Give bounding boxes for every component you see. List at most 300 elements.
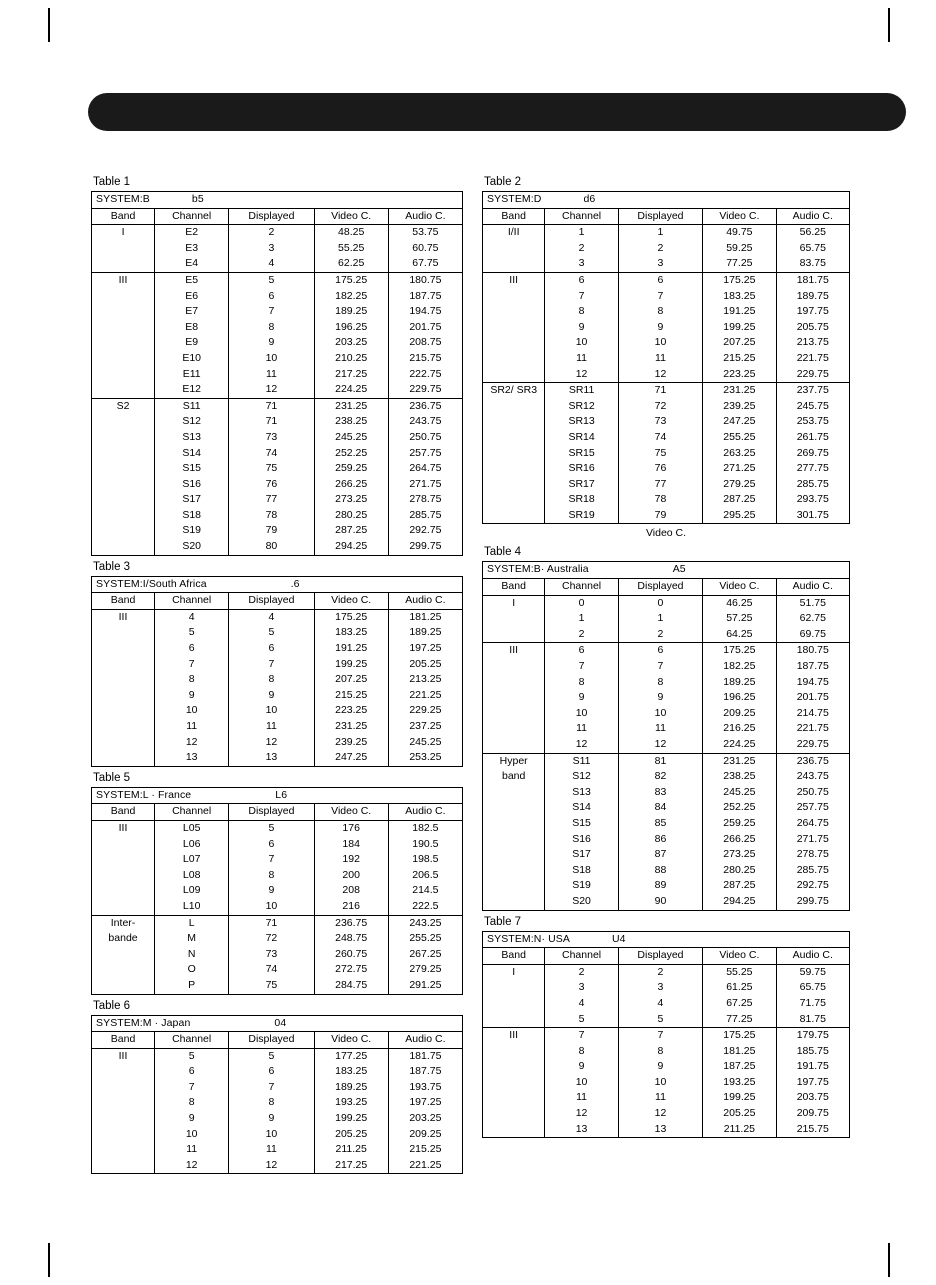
data-cell: 197.75 (776, 1075, 849, 1091)
table-row (483, 446, 850, 462)
data-cell: 189.25 (314, 1080, 388, 1096)
data-cell: 12 (229, 735, 314, 751)
data-cell: 191.75 (776, 1059, 849, 1075)
table-row (483, 659, 850, 675)
system-code: A5 (672, 563, 686, 576)
data-cell: S14 (155, 446, 229, 462)
band-cell: Hyper (483, 753, 545, 769)
column-header: Channel (545, 948, 618, 965)
data-cell: 10 (545, 706, 618, 722)
data-cell: 229.75 (776, 737, 849, 753)
data-cell: 250.75 (776, 785, 849, 801)
data-cell: 64.25 (703, 627, 776, 643)
data-cell: 2 (229, 225, 314, 241)
data-cell: 216 (314, 899, 388, 915)
band-cell (92, 1111, 155, 1127)
system-code: U4 (611, 932, 626, 945)
band-cell (92, 899, 155, 915)
data-cell: 181.75 (388, 1048, 462, 1064)
band-cell: I (483, 595, 545, 611)
data-cell: 215.25 (388, 1142, 462, 1158)
column-header: Band (92, 1032, 155, 1049)
data-cell: 206.5 (388, 868, 462, 884)
band-cell (483, 800, 545, 816)
data-cell: 71 (618, 383, 702, 399)
data-cell: 77.25 (703, 1012, 776, 1028)
data-cell: 10 (229, 703, 314, 719)
data-cell: 2 (545, 241, 618, 257)
data-cell: 11 (155, 1142, 229, 1158)
band-cell (483, 832, 545, 848)
data-cell: 9 (229, 335, 314, 351)
data-cell: 12 (155, 735, 229, 751)
table-row (92, 1080, 463, 1096)
data-cell: 271.75 (388, 477, 462, 493)
band-cell (92, 750, 155, 766)
data-cell: 229.75 (388, 382, 462, 398)
data-cell: 7 (229, 1080, 314, 1096)
column-header: Video C. (314, 804, 388, 821)
data-cell: 217.25 (314, 367, 388, 383)
data-cell: 73 (229, 947, 314, 963)
band-cell: I (483, 964, 545, 980)
system-code: 04 (274, 1016, 287, 1029)
band-cell (92, 523, 155, 539)
data-cell: 236.75 (388, 398, 462, 414)
band-cell (92, 735, 155, 751)
data-cell: 176 (314, 820, 388, 836)
data-cell: 231.25 (314, 398, 388, 414)
band-cell: III (483, 1028, 545, 1044)
data-cell: 60.75 (388, 241, 462, 257)
data-cell: 1 (618, 611, 702, 627)
data-cell: N (155, 947, 229, 963)
data-cell: 245.25 (314, 430, 388, 446)
data-cell: 4 (545, 996, 618, 1012)
data-cell: 200 (314, 868, 388, 884)
data-cell: L10 (155, 899, 229, 915)
data-cell: SR16 (545, 461, 618, 477)
data-cell: S18 (155, 508, 229, 524)
data-cell: E8 (155, 320, 229, 336)
table-row (483, 643, 850, 659)
frequency-table (91, 787, 463, 995)
band-cell (483, 785, 545, 801)
data-cell: SR19 (545, 508, 618, 524)
data-cell: 73 (618, 414, 702, 430)
data-cell: 259.25 (703, 816, 776, 832)
band-cell (483, 320, 545, 336)
crop-mark-bottom-right (888, 1243, 890, 1277)
data-cell: 9 (155, 688, 229, 704)
table-row (92, 750, 463, 766)
data-cell: 9 (545, 1059, 618, 1075)
data-cell: 12 (545, 367, 618, 383)
table-row (483, 304, 850, 320)
data-cell: 4 (229, 256, 314, 272)
band-cell (92, 461, 155, 477)
data-cell: 208 (314, 883, 388, 899)
band-cell (483, 1122, 545, 1138)
data-cell: 7 (618, 659, 702, 675)
band-cell (483, 1106, 545, 1122)
data-cell: 10 (155, 703, 229, 719)
system-label: SYSTEM:M · Japan (96, 1016, 191, 1029)
table-row (483, 832, 850, 848)
data-cell: 6 (229, 837, 314, 853)
data-cell: 51.75 (776, 595, 849, 611)
band-cell: S2 (92, 398, 155, 414)
band-cell (483, 690, 545, 706)
system-label: SYSTEM:N· USA (487, 932, 570, 945)
table-row (92, 868, 463, 884)
data-cell: 11 (229, 719, 314, 735)
data-cell: 7 (545, 289, 618, 305)
band-cell: bande (92, 931, 155, 947)
data-cell: 257.75 (776, 800, 849, 816)
data-cell: 205.25 (314, 1127, 388, 1143)
data-cell: S15 (155, 461, 229, 477)
column-header: Band (483, 208, 545, 225)
band-cell (483, 737, 545, 753)
data-cell: 187.25 (703, 1059, 776, 1075)
data-cell: 221.75 (776, 351, 849, 367)
data-cell: 191.25 (314, 641, 388, 657)
data-cell: 56.25 (776, 225, 849, 241)
table-row (92, 446, 463, 462)
column-header: Channel (545, 579, 618, 596)
table-row (483, 878, 850, 894)
data-cell: 183.25 (703, 289, 776, 305)
table-row (483, 225, 850, 241)
table-row (483, 996, 850, 1012)
band-cell (92, 657, 155, 673)
data-cell: 215.25 (314, 688, 388, 704)
band-cell: Inter- (92, 915, 155, 931)
data-cell: 5 (155, 1048, 229, 1064)
band-cell (92, 1064, 155, 1080)
data-cell: 238.25 (314, 414, 388, 430)
frequency-table (91, 576, 463, 767)
data-cell: 7 (229, 852, 314, 868)
data-cell: 79 (618, 508, 702, 524)
data-cell: 182.5 (388, 820, 462, 836)
band-cell (92, 1080, 155, 1096)
data-cell: 89 (618, 878, 702, 894)
data-cell: 294.25 (703, 894, 776, 910)
table-row (92, 367, 463, 383)
data-cell: 8 (618, 1044, 702, 1060)
data-cell: 264.75 (388, 461, 462, 477)
band-cell (483, 430, 545, 446)
data-cell: 280.25 (703, 863, 776, 879)
data-cell: E11 (155, 367, 229, 383)
column-header: Audio C. (776, 208, 849, 225)
data-cell: 10 (618, 706, 702, 722)
data-cell: 83.75 (776, 256, 849, 272)
data-cell: SR17 (545, 477, 618, 493)
data-cell: 77 (229, 492, 314, 508)
data-cell: 193.25 (314, 1095, 388, 1111)
data-cell: 211.25 (314, 1142, 388, 1158)
table-row (92, 883, 463, 899)
data-cell: 13 (545, 1122, 618, 1138)
data-cell: 10 (545, 1075, 618, 1091)
data-cell: 196.25 (314, 320, 388, 336)
data-cell: 243.75 (776, 769, 849, 785)
data-cell: 193.25 (703, 1075, 776, 1091)
band-cell (92, 367, 155, 383)
data-cell: 10 (155, 1127, 229, 1143)
data-cell: SR15 (545, 446, 618, 462)
band-cell (92, 962, 155, 978)
column-header: Channel (155, 1032, 229, 1049)
band-cell (483, 367, 545, 383)
data-cell: 77 (618, 477, 702, 493)
table-row (92, 931, 463, 947)
table-row (92, 492, 463, 508)
data-cell: 49.75 (703, 225, 776, 241)
data-cell: S16 (155, 477, 229, 493)
data-cell: 295.25 (703, 508, 776, 524)
data-cell: SR18 (545, 492, 618, 508)
column-header: Audio C. (776, 948, 849, 965)
column-header: Displayed (229, 1032, 314, 1049)
table-row (483, 477, 850, 493)
data-cell: 12 (618, 1106, 702, 1122)
table-row (483, 753, 850, 769)
data-cell: 236.75 (776, 753, 849, 769)
band-cell: III (92, 609, 155, 625)
table-row (483, 241, 850, 257)
table-row (483, 675, 850, 691)
data-cell: 10 (229, 351, 314, 367)
data-cell: 183.25 (314, 1064, 388, 1080)
data-cell: 205.25 (388, 657, 462, 673)
band-cell (92, 625, 155, 641)
table-row (483, 690, 850, 706)
band-cell: SR2/ SR3 (483, 383, 545, 399)
table-row (92, 351, 463, 367)
data-cell: 46.25 (703, 595, 776, 611)
column-header: Channel (155, 208, 229, 225)
band-cell: I (92, 225, 155, 241)
data-cell: 253.25 (388, 750, 462, 766)
band-cell: III (92, 1048, 155, 1064)
data-cell: S12 (155, 414, 229, 430)
table-row (483, 492, 850, 508)
table-row (92, 539, 463, 555)
data-cell: 5 (618, 1012, 702, 1028)
column-header: Audio C. (388, 1032, 462, 1049)
header-banner (88, 93, 906, 131)
data-cell: SR14 (545, 430, 618, 446)
table-row (92, 1127, 463, 1143)
table-row (483, 706, 850, 722)
data-cell: 5 (155, 625, 229, 641)
data-cell: 6 (155, 1064, 229, 1080)
band-cell (92, 477, 155, 493)
data-cell: E3 (155, 241, 229, 257)
data-cell: 9 (229, 1111, 314, 1127)
system-label: SYSTEM:D (487, 193, 542, 205)
data-cell: 2 (618, 964, 702, 980)
data-cell: 223.25 (314, 703, 388, 719)
data-cell: 9 (545, 690, 618, 706)
data-cell: 229.25 (388, 703, 462, 719)
band-cell (483, 508, 545, 524)
data-cell: S15 (545, 816, 618, 832)
data-cell: 3 (618, 256, 702, 272)
data-cell: 8 (618, 675, 702, 691)
data-cell: 11 (545, 1090, 618, 1106)
data-cell: 301.75 (776, 508, 849, 524)
table-row (483, 964, 850, 980)
data-cell: 207.25 (314, 672, 388, 688)
data-cell: 221.75 (776, 721, 849, 737)
band-cell (92, 688, 155, 704)
column-header: Displayed (229, 593, 314, 610)
table-row (92, 382, 463, 398)
data-cell: S13 (545, 785, 618, 801)
data-cell: 253.75 (776, 414, 849, 430)
table-row (92, 915, 463, 931)
data-cell: 82 (618, 769, 702, 785)
data-cell: 4 (155, 609, 229, 625)
data-cell: 7 (618, 1028, 702, 1044)
data-cell: 3 (545, 980, 618, 996)
data-cell: 5 (229, 1048, 314, 1064)
table-row (483, 1028, 850, 1044)
band-cell (92, 351, 155, 367)
table-caption: Table 7 (484, 915, 522, 928)
column-header: Video C. (314, 208, 388, 225)
system-label: SYSTEM:L · France (96, 788, 192, 801)
data-cell: 175.25 (703, 272, 776, 288)
data-cell: 266.25 (314, 477, 388, 493)
table-row (92, 304, 463, 320)
data-cell: 237.25 (388, 719, 462, 735)
band-cell (92, 837, 155, 853)
data-cell: 71 (229, 414, 314, 430)
table-row (483, 611, 850, 627)
data-cell: 291.25 (388, 978, 462, 994)
table-row (92, 672, 463, 688)
data-cell: 86 (618, 832, 702, 848)
data-cell: 8 (229, 672, 314, 688)
data-cell: 213.75 (776, 335, 849, 351)
table-row (483, 721, 850, 737)
data-cell: 279.25 (388, 962, 462, 978)
table-row (92, 225, 463, 241)
column-header: Audio C. (388, 208, 462, 225)
data-cell: S20 (155, 539, 229, 555)
data-cell: 11 (545, 351, 618, 367)
band-cell (483, 304, 545, 320)
table-row (483, 1106, 850, 1122)
data-cell: 215.75 (776, 1122, 849, 1138)
column-header: Displayed (618, 948, 702, 965)
data-cell: 9 (229, 883, 314, 899)
data-cell: 231.25 (703, 383, 776, 399)
data-cell: 194.75 (776, 675, 849, 691)
data-cell: 81.75 (776, 1012, 849, 1028)
data-cell: 8 (229, 320, 314, 336)
data-cell: 222.5 (388, 899, 462, 915)
column-header: Channel (545, 208, 618, 225)
band-cell (483, 996, 545, 1012)
column-header: Channel (155, 804, 229, 821)
data-cell: 263.25 (703, 446, 776, 462)
data-cell: 285.75 (776, 477, 849, 493)
column-header: Video C. (703, 208, 776, 225)
data-cell: 221.25 (388, 688, 462, 704)
data-cell: 65.75 (776, 241, 849, 257)
data-cell: 6 (229, 641, 314, 657)
data-cell: S16 (545, 832, 618, 848)
band-cell (92, 320, 155, 336)
data-cell: 59.25 (703, 241, 776, 257)
data-cell: 11 (618, 351, 702, 367)
data-cell: 4 (618, 996, 702, 1012)
column-header: Channel (155, 593, 229, 610)
band-cell: III (92, 820, 155, 836)
band-cell (483, 492, 545, 508)
table-row (483, 1122, 850, 1138)
band-cell (92, 1095, 155, 1111)
band-cell (92, 852, 155, 868)
data-cell: 191.25 (703, 304, 776, 320)
column-header: Video C. (703, 948, 776, 965)
band-cell: band (483, 769, 545, 785)
data-cell: 12 (229, 1158, 314, 1174)
data-cell: 261.75 (776, 430, 849, 446)
column-header: Band (483, 579, 545, 596)
data-cell: 273.25 (314, 492, 388, 508)
data-cell: 65.75 (776, 980, 849, 996)
data-cell: 199.25 (314, 1111, 388, 1127)
data-cell: 273.25 (703, 847, 776, 863)
data-cell: 9 (618, 1059, 702, 1075)
data-cell: L09 (155, 883, 229, 899)
data-cell: 72 (229, 931, 314, 947)
data-cell: 197.25 (388, 1095, 462, 1111)
data-cell: 10 (618, 1075, 702, 1091)
data-cell: 12 (229, 382, 314, 398)
band-cell (483, 399, 545, 415)
system-header-cell (92, 192, 463, 209)
table-row (92, 523, 463, 539)
data-cell: 84 (618, 800, 702, 816)
data-cell: 184 (314, 837, 388, 853)
data-cell: 9 (618, 690, 702, 706)
data-cell: 216.25 (703, 721, 776, 737)
column-header: Displayed (229, 208, 314, 225)
data-cell: 183.25 (314, 625, 388, 641)
data-cell: 7 (545, 659, 618, 675)
data-cell: 236.75 (314, 915, 388, 931)
data-cell: 73 (229, 430, 314, 446)
data-cell: 59.75 (776, 964, 849, 980)
data-cell: 75 (229, 461, 314, 477)
data-cell: 4 (229, 609, 314, 625)
data-cell: 199.25 (703, 1090, 776, 1106)
table-row (483, 289, 850, 305)
data-cell: 13 (229, 750, 314, 766)
table-row (483, 894, 850, 910)
column-header: Displayed (229, 804, 314, 821)
column-header: Band (483, 948, 545, 965)
